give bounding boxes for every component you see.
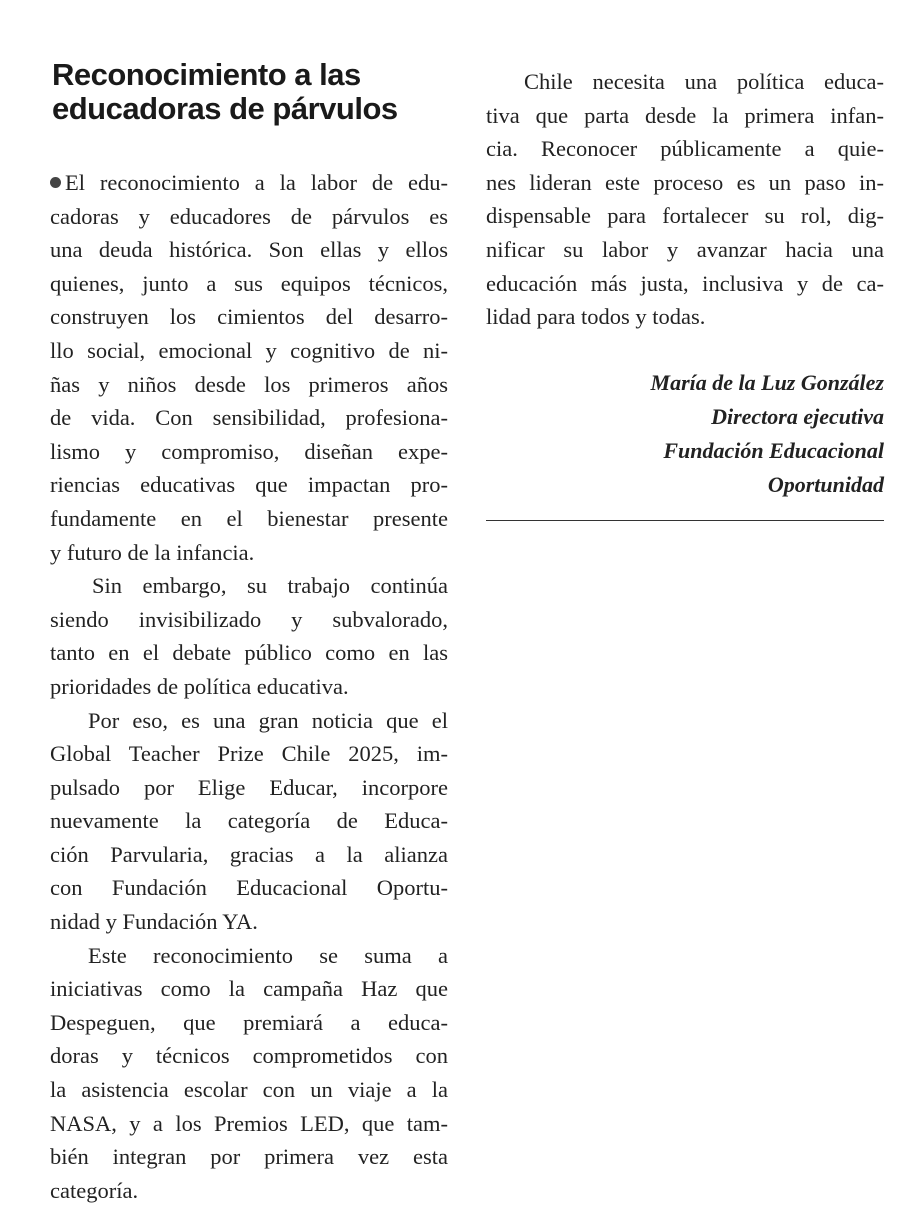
text-line: y futuro de la infancia.: [50, 539, 255, 565]
author-organization: Fundación Educacional: [663, 438, 884, 463]
text-line: doras y técnicos comprometidos con: [50, 1043, 448, 1069]
text-line: lismo y compromiso, diseñan expe-: [50, 438, 448, 464]
text-line: lidad para todos y todas.: [486, 304, 706, 330]
text-line: llo social, emocional y cognitivo de ni-: [50, 337, 448, 363]
text-line: NASA, y a los Premios LED, que tam-: [50, 1110, 448, 1136]
bullet-icon: [50, 177, 61, 188]
text-line: tiva que parta desde la primera infan-: [486, 102, 884, 128]
text-line: nidad y Fundación YA.: [50, 909, 258, 935]
text-line: Sin embargo, su trabajo continúa: [92, 573, 448, 599]
text-line: siendo invisibilizado y subvalorado,: [50, 606, 448, 632]
text-line: ñas y niños desde los primeros años: [50, 371, 448, 397]
text-line: dispensable para fortalecer su rol, dig-: [486, 203, 884, 229]
text-line: categoría.: [50, 1177, 139, 1203]
text-line: Chile necesita una política educa-: [524, 69, 884, 94]
text-line: pulsado por Elige Educar, incorpore: [50, 774, 448, 800]
text-line: tanto en el debate público como en las: [50, 640, 448, 666]
text-line: de vida. Con sensibilidad, profesiona-: [50, 405, 448, 431]
article-headline: [52, 58, 452, 126]
text-line: construyen los cimientos del desarro-: [50, 304, 448, 330]
author-signature: [486, 366, 884, 502]
text-line: Este reconocimiento se suma a: [88, 942, 448, 968]
divider-rule: [486, 520, 884, 521]
text-line: El reconocimiento a la labor de edu-: [50, 166, 448, 200]
author-name: María de la Luz González: [650, 370, 884, 395]
text-line: riencias educativas que impactan pro-: [50, 472, 448, 498]
text-line: nes lideran este proceso es un paso in-: [486, 169, 884, 195]
text-line: fundamente en el bienestar presente: [50, 505, 448, 531]
text-line: con Fundación Educacional Oportu-: [50, 875, 448, 901]
text-line: quienes, junto a sus equipos técnicos,: [50, 270, 448, 296]
text-line: nuevamente la categoría de Educa-: [50, 808, 448, 834]
text-line: Por eso, es una gran noticia que el: [88, 707, 448, 733]
text-line: cadoras y educadores de párvulos es: [50, 203, 448, 229]
headline-line: educadoras de párvulos: [52, 91, 398, 126]
text-line: prioridades de política educativa.: [50, 673, 349, 699]
text-line: Despeguen, que premiará a educa-: [50, 1009, 448, 1035]
headline-line: Reconocimiento a las: [52, 57, 361, 92]
author-organization: Oportunidad: [767, 472, 884, 497]
text-line: la asistencia escolar con un viaje a la: [50, 1077, 448, 1103]
right-column: [486, 65, 884, 334]
text-line: bién integran por primera vez esta: [50, 1144, 448, 1170]
left-column: [50, 166, 448, 1207]
text-line: ción Parvularia, gracias a la alianza: [50, 841, 448, 867]
text-line: nificar su labor y avanzar hacia una: [486, 236, 884, 262]
text-line: una deuda histórica. Son ellas y ellos: [50, 237, 448, 263]
text-line: educación más justa, inclusiva y de ca-: [486, 270, 884, 296]
text-line: iniciativas como la campaña Haz que: [50, 976, 448, 1002]
author-title: Directora ejecutiva: [711, 404, 884, 429]
text-line: Global Teacher Prize Chile 2025, im-: [50, 741, 448, 767]
text-line: cia. Reconocer públicamente a quie-: [486, 136, 884, 162]
